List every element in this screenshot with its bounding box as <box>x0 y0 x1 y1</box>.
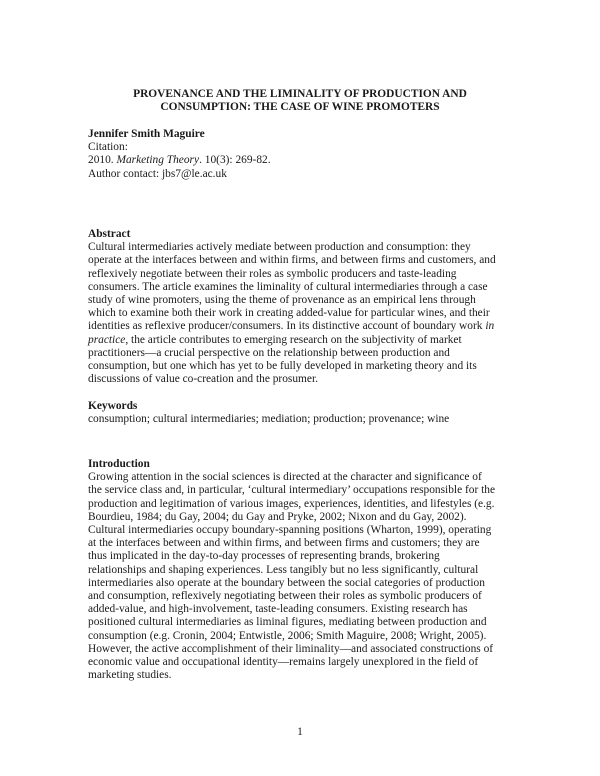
abstract-italic-in: in <box>485 320 495 333</box>
abstract-line: which to examine both their work in creating added-value for particular wines, and their <box>88 307 490 320</box>
abstract-heading: Abstract <box>88 228 131 240</box>
abstract-line <box>88 334 528 347</box>
paper-title <box>88 88 512 114</box>
journal-name: Marketing Theory <box>116 154 200 167</box>
introduction-line: positioned cultural intermediaries as liminal figures, mediating between production and <box>88 616 487 629</box>
introduction-line: the service class and, in particular, ‘cultural intermediary’ occupations responsible for the <box>88 484 496 497</box>
abstract-line: consumers. The article examines the liminality of cultural intermediaries through a case <box>88 280 488 293</box>
introduction-heading: Introduction <box>88 458 150 470</box>
abstract-line: practitioners—a crucial perspective on the relationship between production and <box>88 346 450 359</box>
citation-suffix: . 10(3): 269-82. <box>199 154 271 167</box>
abstract-line-text: identities as reflexive producer/consumers. In its distinctive account of boundary work <box>88 320 483 333</box>
title-line: CONSUMPTION: THE CASE OF WINE PROMOTERS <box>160 101 440 113</box>
introduction-line: Bourdieu, 1984; du Gay, 2004; du Gay and Pryke, 2002; Nixon and du Gay, 2002). <box>88 510 467 523</box>
abstract-section <box>88 228 528 386</box>
author-block <box>88 128 271 181</box>
keywords-heading: Keywords <box>88 400 138 412</box>
introduction-section <box>88 458 528 682</box>
introduction-line: production and legitimation of various images, experiences, identities, and lifestyles (e.g. <box>88 497 495 510</box>
introduction-line: consumption (e.g. Cronin, 2004; Entwistle, 2006; Smith Maguire, 2008; Wright, 2005). <box>88 629 487 642</box>
introduction-line: added-value, and high-involvement, taste-leading consumers. Existing research has <box>88 603 468 616</box>
abstract-italic-practice: practice <box>88 333 126 346</box>
abstract-line: operate at the interfaces between and within firms, and between firms and customers, and <box>88 254 496 267</box>
author-contact: Author contact: jbs7@le.ac.uk <box>88 167 227 180</box>
introduction-line: Growing attention in the social sciences is directed at the character and significance of <box>88 471 482 484</box>
abstract-line: study of wine promoters, using the theme of provenance as an empirical lens through <box>88 294 476 307</box>
abstract-line: Cultural intermediaries actively mediate between production and consumption: they <box>88 241 471 254</box>
abstract-line: discussions of value co-creation and the prosumer. <box>88 373 318 386</box>
citation-prefix: 2010. <box>88 154 117 167</box>
title-line: PROVENANCE AND THE LIMINALITY OF PRODUCTION AND <box>133 88 467 100</box>
abstract-line <box>88 320 528 333</box>
introduction-line: marketing studies. <box>88 669 172 682</box>
introduction-line: intermediaries also operate at the boundary between the social categories of production <box>88 576 485 589</box>
introduction-line: at the interfaces between and within firms, and between firms and customers; they are <box>88 537 480 550</box>
keywords-section <box>88 400 528 426</box>
citation-label: Citation: <box>88 141 128 154</box>
introduction-line: However, the active accomplishment of their liminality—and associated constructions of <box>88 642 494 655</box>
page-number: 1 <box>297 726 303 738</box>
author-name: Jennifer Smith Maguire <box>88 128 205 140</box>
introduction-line: thus implicated in the day-to-day processes of representing brands, brokering <box>88 550 440 563</box>
introduction-line: economic value and occupational identity—remains largely unexplored in the field of <box>88 656 479 669</box>
abstract-line-text: , the article contributes to emerging research on the subjectivity of market <box>125 333 462 346</box>
abstract-line: reflexively negotiate between their roles as symbolic producers and taste-leading <box>88 267 457 280</box>
introduction-line: and consumption, reflexively negotiating between their roles as symbolic producers of <box>88 590 482 603</box>
introduction-line: Cultural intermediaries occupy boundary-spanning positions (Wharton, 1999), operating <box>88 524 492 537</box>
citation-line <box>88 154 271 167</box>
introduction-line: relationships and shaping experiences. Less tangibly but no less significantly, cultural <box>88 563 479 576</box>
abstract-line: consumption, but one which has yet to be fully developed in marketing theory and its <box>88 360 477 373</box>
keywords-list: consumption; cultural intermediaries; mediation; production; provenance; wine <box>88 413 450 426</box>
